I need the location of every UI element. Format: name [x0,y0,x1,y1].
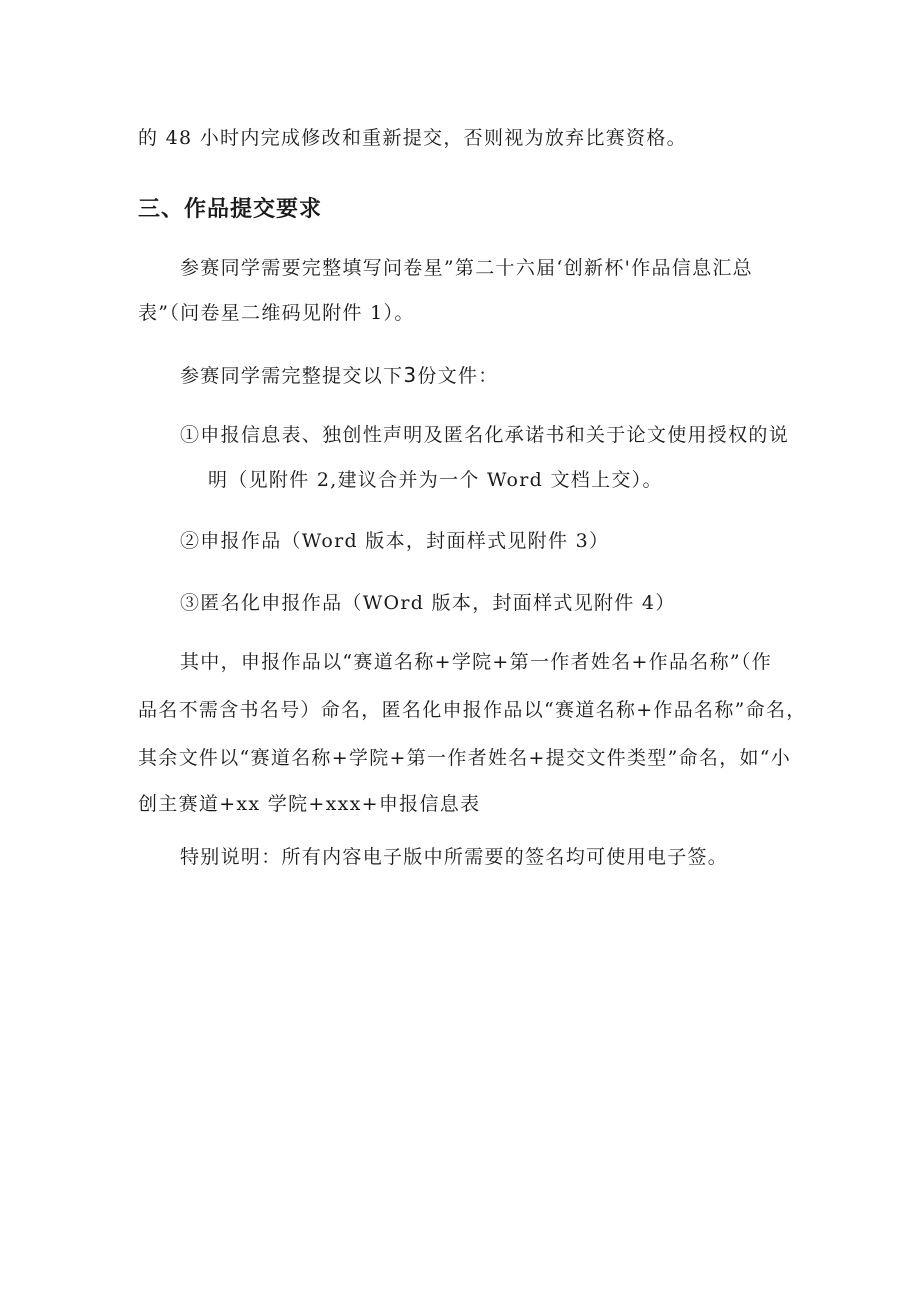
continuation-text: 的 48 小时内完成修改和重新提交，否则视为放弃比赛资格。 [138,127,687,149]
list-item-3: ③匿名化申报作品（WOrd 版本，封面样式见附件 4） [180,592,676,614]
special-note: 特别说明：所有内容电子版中所需要的签名均可使用电子签。 [180,846,729,868]
questionnaire-paragraph-line2: 表”（问卷星二维码见附件 1）。 [138,302,415,324]
list-item-1-line1: ①申报信息表、独创性声明及匿名化承诺书和关于论文使用授权的说 [180,424,790,446]
list-item-1-line2: 明（见附件 2,建议合并为一个 Word 文档上交）。 [208,469,663,491]
files-required-count: 3 [403,363,418,387]
questionnaire-paragraph-line1: 参赛同学需要完整填写问卷星”第二十六届‘创新杯'作品信息汇总 [180,257,753,279]
naming-paragraph-line4: 创主赛道+xx 学院+xxx+申报信息表 [138,793,481,815]
naming-paragraph-line2: 品名不需含书名号）命名，匿名化申报作品以“赛道名称+作品名称”命名， [138,699,807,721]
files-required-paragraph [180,363,499,388]
list-item-2: ②申报作品（Word 版本，封面样式见附件 3） [180,530,610,552]
files-required-prefix: 参赛同学需完整提交以下 [180,365,404,387]
naming-paragraph-line3: 其余文件以“赛道名称+学院+第一作者姓名+提交文件类型”命名，如“小 [138,747,792,769]
files-required-suffix: 份文件： [417,365,499,387]
naming-paragraph-line1: 其中，申报作品以“赛道名称+学院+第一作者姓名+作品名称”（作 [180,651,772,673]
section-heading: 三、作品提交要求 [138,197,323,222]
